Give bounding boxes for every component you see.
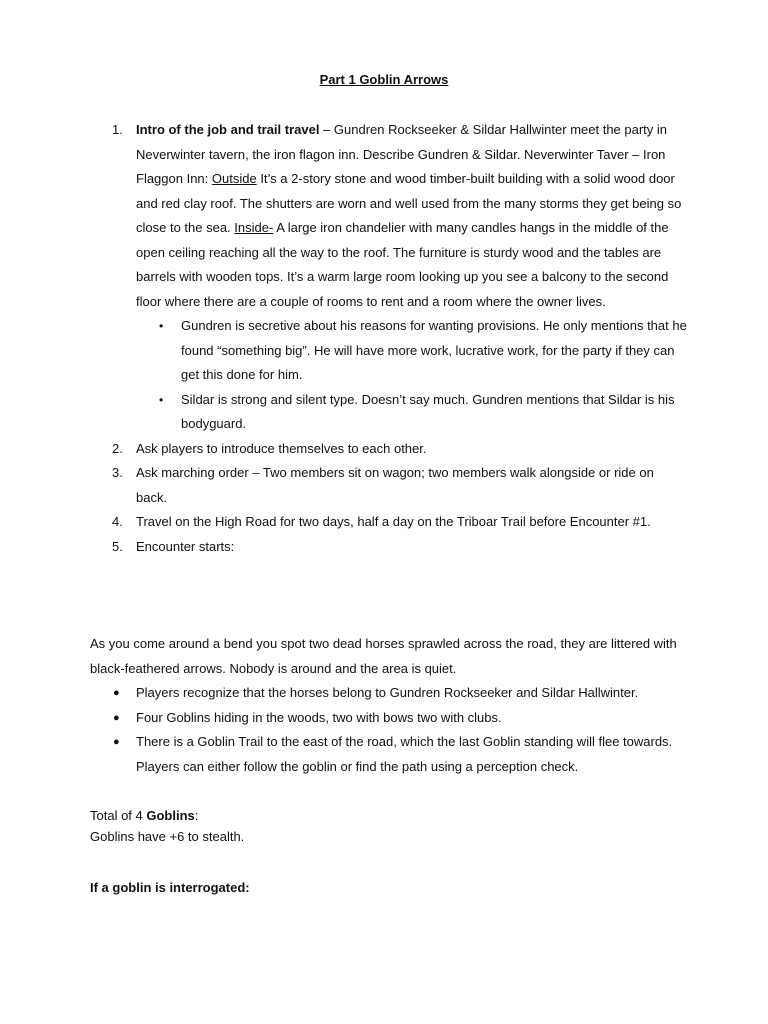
bullet-icon: •	[159, 392, 164, 407]
outside-description: It’s a 2-story stone and wood timber-built building with a solid wood door and red clay roof. The shutters are worn and well used from the many storms they get being so close to the sea.	[136, 171, 682, 235]
bullet-icon: ●	[113, 711, 120, 724]
list-number: 4.	[112, 514, 123, 529]
list-text: Four Goblins hiding in the woods, two with bows two with clubs.	[136, 709, 502, 725]
list-item	[112, 510, 688, 535]
interrogation-heading: If a goblin is interrogated:	[90, 880, 250, 895]
list-number: 5.	[112, 538, 123, 554]
bullet-icon: ●	[113, 687, 120, 699]
stealth-line: Goblins have +6 to stealth.	[90, 829, 245, 844]
goblin-total	[90, 805, 690, 847]
sub-list-text: Sildar is strong and silent type. Doesn’t say much. Gundren mentions that Sildar is his bodyguard.	[181, 391, 675, 431]
job-intro-text: – Gundren Rockseeker & Sildar Hallwinter meet the party in Neverwinter tavern, the iron flagon inn. Describe Gundren & Sildar. Neverwinter Taver – Iron Flaggon Inn:	[136, 122, 668, 186]
list-number: 3.	[112, 465, 123, 480]
goblins-label: Goblins	[146, 808, 195, 823]
list-item	[112, 461, 688, 510]
list-item	[112, 535, 688, 560]
sub-list-item	[159, 388, 688, 437]
list-text: Encounter starts:	[136, 538, 235, 554]
inside-label: Inside-	[234, 220, 274, 235]
goblin-count-line	[90, 805, 690, 826]
encounter-paragraph: As you come around a bend you spot two dead horses sprawled across the road, they are littered with black-feathered arrows. Nobody is around and the area is quiet.	[90, 636, 677, 676]
sub-bullet-list	[136, 314, 688, 437]
list-text: Travel on the High Road for two days, half a day on the Triboar Trail before Encounter #1.	[136, 514, 651, 529]
sub-list-item	[159, 314, 688, 388]
numbered-list	[112, 118, 688, 559]
encounter-bullet-list	[113, 681, 688, 779]
list-text: Ask marching order – Two members sit on wagon; two members walk alongside or ride on back.	[136, 465, 654, 505]
inside-description: A large iron chandelier with many candles hangs in the middle of the open ceiling reaching all the way to the roof. The furniture is sturdy wood and the tables are barrels with wooden tops. It’s a warm large room looking up you see a balcony to the second floor where there are a couple of rooms to rent and a room where the owner lives.	[136, 220, 669, 309]
list-item	[112, 118, 688, 437]
list-item	[112, 437, 688, 462]
list-number: 1.	[112, 122, 123, 137]
total-suffix: :	[194, 808, 199, 823]
job-intro-heading: Intro of the job and trail travel	[136, 122, 320, 137]
list-number: 2.	[112, 440, 123, 456]
document-title: Part 1 Goblin Arrows	[319, 72, 449, 87]
list-item	[113, 681, 688, 706]
outside-label: Outside	[211, 171, 257, 186]
bullet-icon: ●	[113, 736, 120, 748]
sub-list-text: Gundren is secretive about his reasons for wanting provisions. He only mentions that he found “something big”. He will have more work, lucrative work, for the party if they can get this done for him.	[181, 318, 687, 382]
total-prefix: Total of 4	[90, 808, 147, 823]
list-text: Players recognize that the horses belong to Gundren Rockseeker and Sildar Hallwinter.	[136, 685, 639, 700]
list-text: There is a Goblin Trail to the east of the road, which the last Goblin standing will flee towards. Players can either follow the goblin or find the path using a perception check.	[136, 734, 673, 774]
list-item	[113, 706, 688, 731]
list-item	[113, 730, 688, 779]
list-text: Ask players to introduce themselves to each other.	[136, 440, 427, 456]
bullet-icon: •	[159, 319, 164, 333]
